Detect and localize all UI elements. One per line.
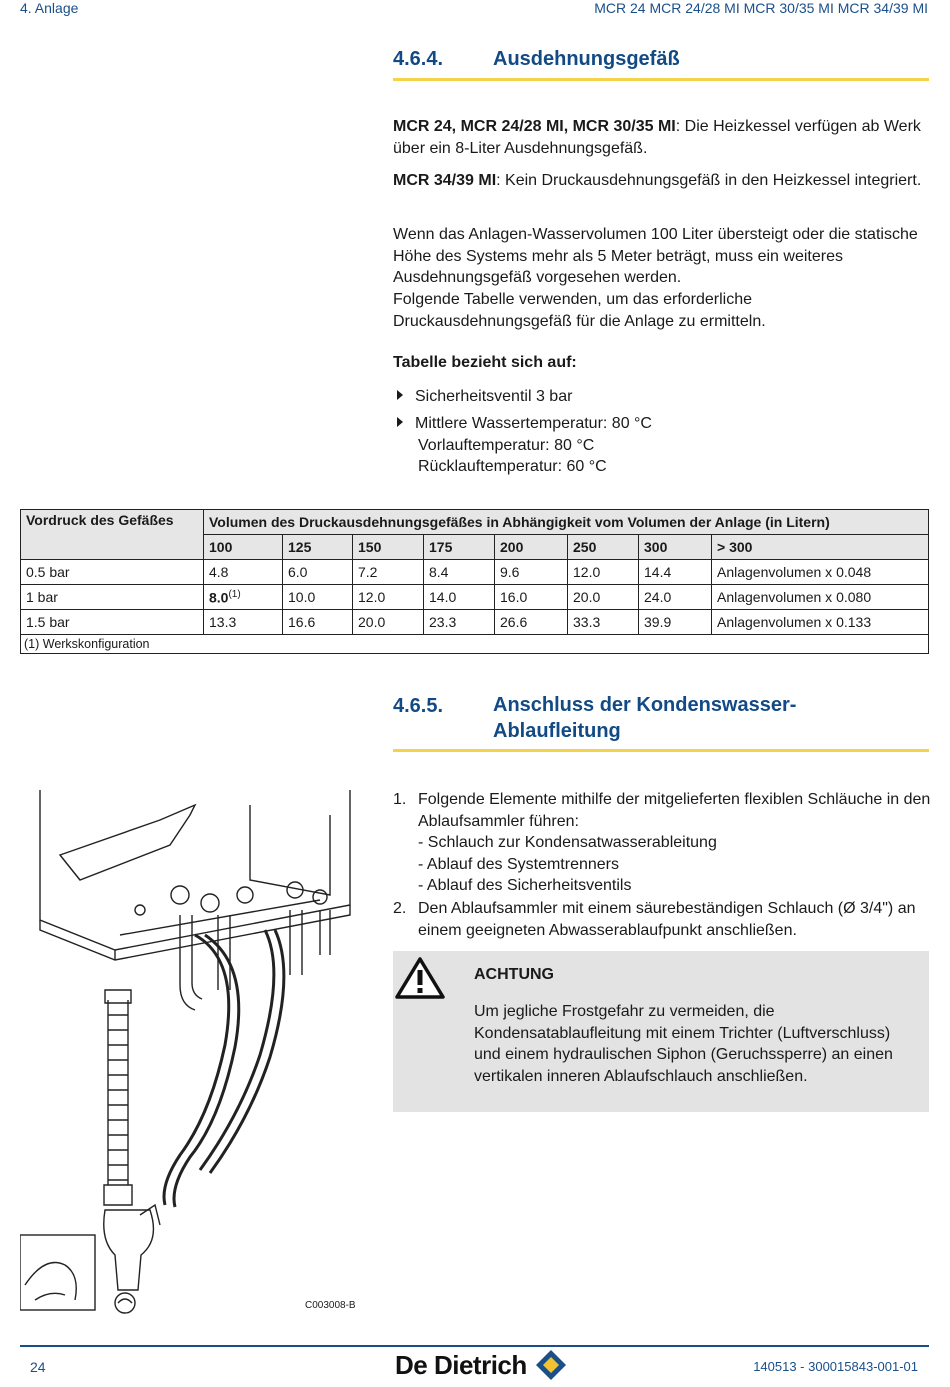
table-col-header: 125 <box>283 535 353 560</box>
section-title: Ausdehnungsgefäß <box>493 48 680 70</box>
table-cell: 20.0 <box>353 610 424 635</box>
bullet-arrow-icon <box>397 390 403 400</box>
figure-code: C003008-B <box>305 1300 356 1311</box>
paragraph-table-usage: Folgende Tabelle verwenden, um das erforderliche Druckausdehnungsgefäß für die Anlage zu ermitteln. <box>393 291 766 330</box>
document-number: 140513 - 300015843-001-01 <box>753 1359 918 1374</box>
table-cell: 14.0 <box>424 585 495 610</box>
footnote-marker: (1) <box>228 588 241 600</box>
table-col-header: 100 <box>204 535 283 560</box>
table-cell: 13.3 <box>204 610 283 635</box>
footer-rule <box>20 1345 929 1347</box>
table-cell: 39.9 <box>639 610 712 635</box>
table-header-volume: Volumen des Druckausdehnungsgefäßes in Abhängigkeit vom Volumen der Anlage (in Litern) <box>204 510 929 535</box>
section-rule <box>393 749 929 752</box>
table-cell: 9.6 <box>495 560 568 585</box>
table-cell: Anlagenvolumen x 0.048 <box>712 560 929 585</box>
table-cell: 1.5 bar <box>21 610 204 635</box>
table-col-header: 150 <box>353 535 424 560</box>
table-cell: 1 bar <box>21 585 204 610</box>
table-cell: 12.0 <box>353 585 424 610</box>
page-number: 24 <box>30 1359 46 1375</box>
table-cell: Anlagenvolumen x 0.080 <box>712 585 929 610</box>
table-header-pressure: Vordruck des Gefäßes <box>21 510 204 560</box>
table-col-header: > 300 <box>712 535 929 560</box>
table-cell: 8.4 <box>424 560 495 585</box>
table-cell-default: 8.0$^{(1)}$ <box>204 585 283 610</box>
table-cell: 23.3 <box>424 610 495 635</box>
section-number: 4.6.5. <box>393 695 444 717</box>
table-cell: 26.6 <box>495 610 568 635</box>
header-models: MCR 24 MCR 24/28 MI MCR 30/35 MI MCR 34/39 MI <box>594 0 928 16</box>
table-cell: 6.0 <box>283 560 353 585</box>
paragraph-volume-condition: Wenn das Anlagen-Wasservolumen 100 Liter übersteigt oder die statische Höhe des Systems mehr als 5 Meter beträgt, muss ein weiteres Ausdehnungsgefäß vorgesehen werden. <box>393 226 918 286</box>
section-number: 4.6.4. <box>393 48 444 70</box>
table-col-header: 200 <box>495 535 568 560</box>
table-row <box>21 560 929 585</box>
step-2: 2. Den Ablaufsammler mit einem säurebeständigen Schlauch (Ø 3/4") an einem geeigneten Abwasserablaufpunkt anschließen. <box>393 900 916 939</box>
table-cell: 12.0 <box>568 560 639 585</box>
table-col-header: 250 <box>568 535 639 560</box>
table-row <box>21 585 929 610</box>
paragraph-mcr3439: MCR 34/39 MI: Kein Druckausdehnungsgefäß in den Heizkessel integriert. <box>393 172 922 189</box>
table-cell: 24.0 <box>639 585 712 610</box>
table-cell: Anlagenvolumen x 0.133 <box>712 610 929 635</box>
table-cell: 20.0 <box>568 585 639 610</box>
table-row <box>21 610 929 635</box>
table-reference-heading: Tabelle bezieht sich auf: <box>393 354 577 371</box>
warning-title: ACHTUNG <box>474 966 554 983</box>
table-col-header: 175 <box>424 535 495 560</box>
condensate-drain-illustration <box>20 785 380 1315</box>
paragraph-models-vessel: MCR 24, MCR 24/28 MI, MCR 30/35 MI: Die Heizkessel verfügen ab Werk über ein 8-Liter Ausdehnungsgefäß. <box>393 118 921 157</box>
table-col-header: 300 <box>639 535 712 560</box>
bullet-temperatures: Mittlere Wassertemperatur: 80 °C Vorlauftemperatur: 80 °C Rücklauftemperatur: 60 °C <box>397 413 652 478</box>
expansion-vessel-table <box>20 509 929 654</box>
table-cell: 14.4 <box>639 560 712 585</box>
brand-logo: De Dietrich <box>395 1348 568 1382</box>
table-cell: 16.6 <box>283 610 353 635</box>
brand-diamond-icon <box>534 1348 568 1382</box>
step-1: 1. Folgende Elemente mithilfe der mitgelieferten flexiblen Schläuche in den Ablaufsammler führen: - Schlauch zur Kondensatwasserableitung - Ablauf des Systemtrenners - Ablauf des Sicherheitsventils <box>393 791 931 894</box>
bullet-arrow-icon <box>397 417 403 427</box>
header-section: 4. Anlage <box>20 0 79 16</box>
table-cell: 33.3 <box>568 610 639 635</box>
table-cell: 7.2 <box>353 560 424 585</box>
table-cell: 16.0 <box>495 585 568 610</box>
table-cell: 4.8 <box>204 560 283 585</box>
warning-triangle-icon <box>394 956 446 1000</box>
section-title: Anschluss der Kondenswasser- Ablaufleitung <box>493 694 797 742</box>
table-footnote: (1) Werkskonfiguration <box>21 635 929 654</box>
table-cell: 10.0 <box>283 585 353 610</box>
section-rule <box>393 78 929 81</box>
warning-text: Um jegliche Frostgefahr zu vermeiden, die Kondensatablaufleitung mit einem Trichter (Luftverschluss) und einem hydraulischen Siphon (Geruchssperre) an einen vertikalen inneren Ablaufschlauch anschließen. <box>474 1003 893 1085</box>
table-cell: 0.5 bar <box>21 560 204 585</box>
bullet-safety-valve: Sicherheitsventil 3 bar <box>397 386 572 408</box>
